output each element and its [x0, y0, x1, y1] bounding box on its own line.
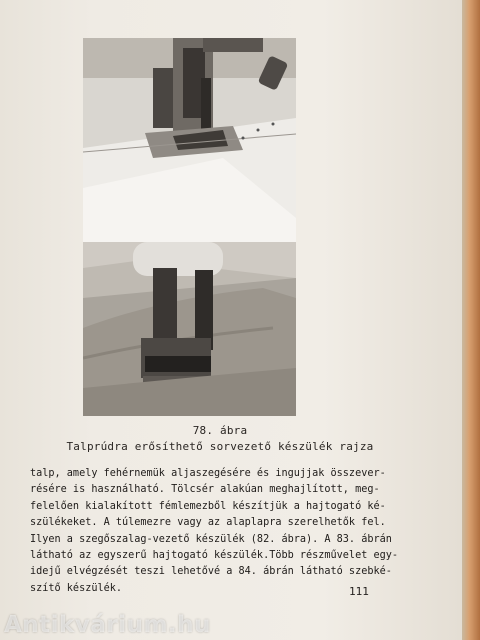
body-line: felelően kialakított fémlemezből készítjük a hajtogató ké-: [30, 500, 386, 512]
watermark: Antikvárium.hu: [4, 612, 211, 638]
page-number: 111: [349, 585, 369, 598]
figure-number: 78. ábra: [192, 424, 248, 437]
body-line: szülékeket. A túlemezre vagy az alaplapra szerelhetők fel.: [30, 517, 386, 529]
figure-photo: [83, 38, 296, 416]
page-edge: [462, 0, 480, 640]
body-line: Ilyen a szegőszalag-vezető készülék (82. ábra). A 83. ábrán: [30, 533, 392, 545]
body-line: idejű elvégzését teszi lehetővé a 84. ábrán látható szebké-: [30, 566, 392, 578]
body-line: résére is használható. Tölcsér alakúan meghajlított, meg-: [30, 484, 380, 496]
body-paragraph: [30, 466, 420, 597]
body-line: szítő készülék.: [30, 582, 123, 594]
figure-caption: Talprúdra erősíthető sorvezető készülék rajza: [66, 440, 374, 453]
body-line: talp, amely fehérnemük aljaszegésére és ingujjak összever-: [30, 468, 386, 479]
body-line: látható az egyszerű hajtogató készülék.Több részművelet egy-: [30, 550, 399, 562]
sewing-machine-photo: [83, 38, 296, 416]
